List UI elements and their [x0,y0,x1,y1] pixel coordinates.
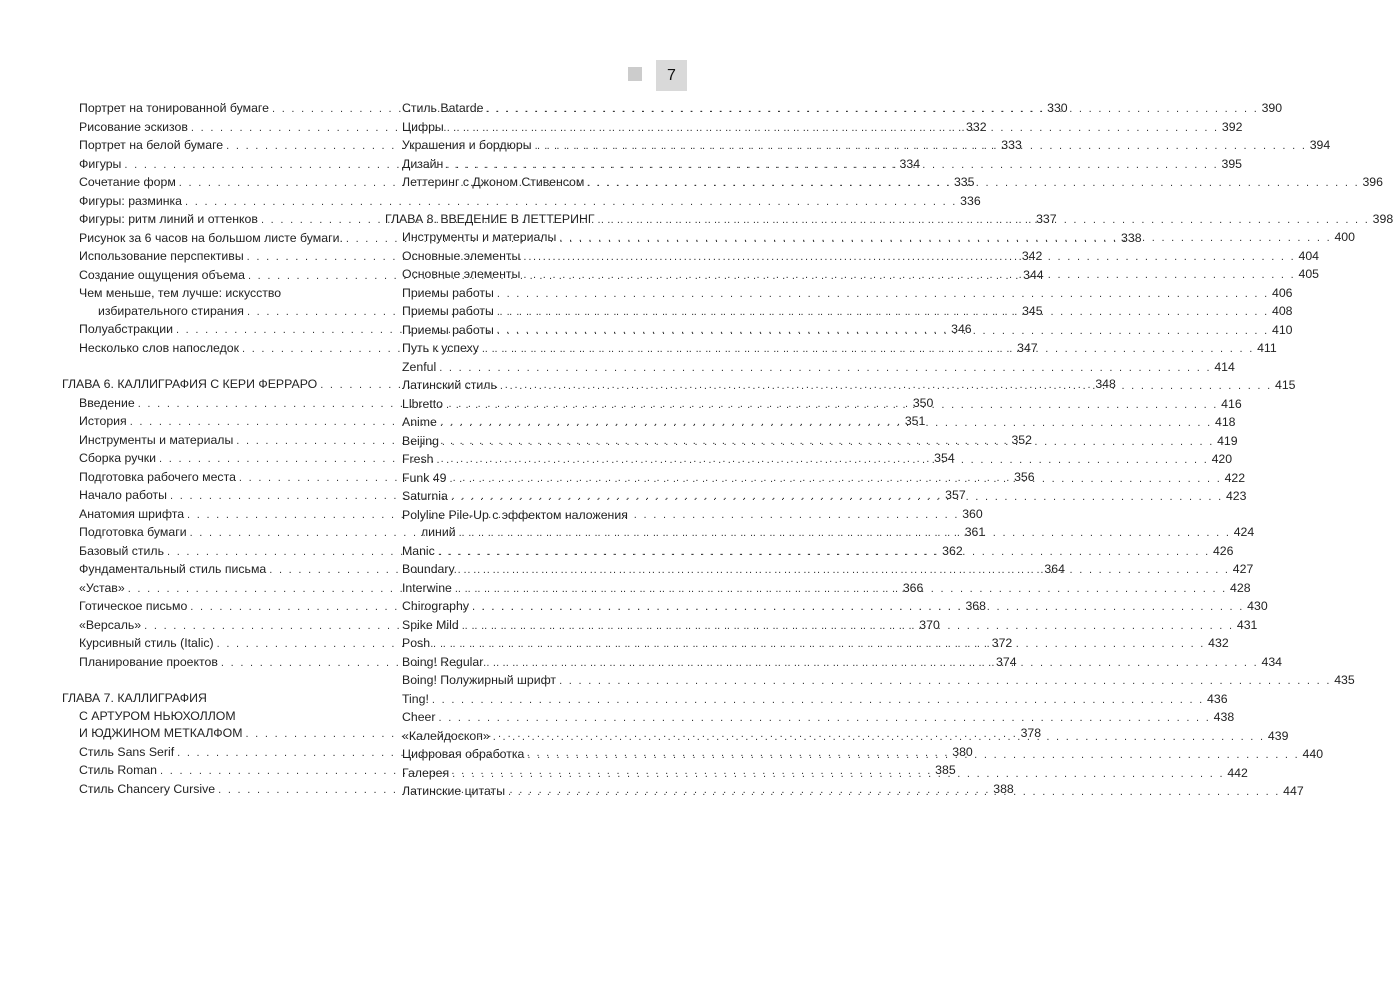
toc-entry-title: История [79,414,127,428]
toc-entry-page: 434 [1261,654,1283,669]
toc-entry-page: 344 [1023,267,1044,282]
chapter-title: И ЮДЖИНОМ МЕТКАЛФОМ [79,726,243,740]
toc-entry-page: 427 [1232,562,1254,576]
leader-dots [472,599,1244,617]
toc-entry-title: Подготовка бумаги [79,525,187,539]
toc-entry-title: Chirography [402,599,469,613]
toc-entry-title: Beijing [402,433,439,448]
toc-entry-title: Использование перспективы [79,249,244,263]
leader-dots [497,304,1269,322]
leader-dots [446,397,1218,415]
toc-entry-title: Путь к успеху [402,341,479,355]
toc-entry-page: 411 [1257,341,1277,355]
toc-entry-title: Фигуры: ритм линий и оттенков [79,212,258,226]
toc-entry-page: 392 [1221,119,1243,134]
toc-entry-title: Posh [402,636,431,650]
leader-dots [447,120,1219,138]
toc-entry-title: Инструменты и материалы [402,230,557,244]
toc-entry-page: 366 [902,580,924,595]
toc-entry-page: 374 [996,654,1017,669]
page-number: 7 [656,60,687,91]
toc-entry-page: 436 [1207,691,1228,706]
toc-entry-title: Приемы работы [402,285,494,300]
toc-entry-page: 356 [1014,469,1035,484]
toc-entry-title: Сочетание форм [79,175,176,189]
toc-entry-page: 368 [965,599,986,613]
toc-entry-page: 357 [945,488,966,502]
toc-entry-page: 364 [1044,562,1065,576]
chapter-title: ГЛАВА 8. ВВЕДЕНИЕ В ЛЕТТЕРИНГ [385,211,595,226]
toc-entry-page: 335 [953,175,975,189]
toc-entry-title: «Версаль» [79,617,142,632]
toc-entry-page: 442 [1227,765,1248,780]
toc-entry-title: Портрет на тонированной бумаге [79,101,269,115]
toc-entry-page: 361 [964,525,986,539]
leader-dots [497,323,1269,341]
toc-entry-page: 415 [1275,378,1296,392]
chapter-heading-line: ГЛАВА 7. КАЛЛИГРАФИЯ [62,691,207,705]
toc-entry-multiline-first: Polyline Pile-Up с эффектом наложения [402,507,628,522]
toc-entry-title: Украшения и бордюры [402,138,532,152]
toc-entry-title: Инструменты и материалы [79,432,234,447]
toc-entry-title: Стиль Chancery Cursive [79,781,216,796]
leader-dots [559,230,1331,248]
leader-dots [436,452,1208,470]
toc-entry-title: Приемы работы [402,322,494,337]
leader-dots [493,729,1265,747]
toc-entry-title: Латинский стиль [402,378,497,392]
toc-entry [62,193,981,212]
toc-entry-title: Приемы работы [402,304,494,318]
toc-entry-page: 330 [1047,101,1068,115]
toc-entry-title: Планирование проектов [79,654,218,669]
toc-entry-title: «Устав» [79,580,125,595]
leader-dots [439,710,1211,728]
toc-entry-page: 435 [1334,673,1355,687]
toc-entry-multiline-first: Чем меньше, тем лучше: искусство [79,286,282,300]
toc-entry-page: 370 [919,617,940,632]
toc-entry-title: Anime [402,415,437,429]
toc-entry-title: Рисунок за 6 часов на большом листе бумаги. [79,230,343,245]
toc-entry-page: 334 [899,156,921,171]
leader-dots [497,286,1269,304]
toc-entry-title: Цифры [402,119,444,134]
toc-entry-page: 419 [1217,433,1238,448]
toc-entry-title: «Калейдоскоп» [402,728,490,743]
toc-entry [385,691,1228,710]
toc-entry-title: Полуабстракции [79,322,173,336]
leader-dots [440,415,1212,433]
leader-dots [587,175,1359,193]
toc-entry-title: Введение [79,395,135,410]
leader-dots [455,581,1227,599]
toc-entry-page: 414 [1214,359,1235,374]
leader-dots [438,544,1210,562]
toc-entry-page: 350 [912,395,934,410]
leader-dots [486,655,1258,673]
toc-entry-page: 418 [1215,415,1236,429]
toc-entry-title: Латинские цитаты [402,784,506,798]
toc-entry-page: 422 [1224,470,1246,485]
toc-entry-page: 351 [904,414,926,428]
toc-entry [385,672,1355,691]
toc-entry-page: 447 [1283,784,1304,798]
toc-entry-title: Стиль Sans Serif [79,744,175,759]
toc-entry-title: Fresh [402,452,434,466]
toc-entry-page: 428 [1230,580,1251,595]
toc-entry-title: Фигуры [79,156,122,171]
toc-entry-title: Рисование эскизов [79,119,188,134]
leader-dots [598,212,1370,230]
toc-entry-page: 431 [1236,617,1258,632]
toc-entry-page: 432 [1208,636,1229,650]
toc-entry-title: Boing! Regular [402,654,484,669]
toc-entry-title: Начало работы [79,488,168,502]
toc-entry [385,285,1293,304]
toc-entry-title: Основные элементы [402,248,521,263]
leader-dots [439,360,1211,378]
toc-entry-title: Анатомия шрифта [79,506,185,521]
leader-dots [500,378,1272,396]
toc-entry-title: Funk 49 [402,470,447,485]
chapter-title: ГЛАВА 6. КАЛЛИГРАФИЯ С КЕРИ ФЕРРАРО [62,377,318,391]
toc-entry-page: 372 [991,636,1013,650]
toc-entry-page: 424 [1233,525,1255,539]
toc-entry-page: 438 [1213,710,1235,724]
toc-entry-title: Manic [402,543,435,558]
toc-entry-page: 404 [1298,248,1320,263]
leader-dots [432,692,1204,710]
toc-entry-page: 360 [962,506,983,521]
leader-dots [458,562,1230,580]
chapter-page: 378 [1020,726,1042,740]
toc-entry-title: Базовый стиль [79,543,164,558]
toc-entry-title: линий [421,525,456,539]
leader-dots [446,157,1218,175]
toc-entry-page: 440 [1302,747,1324,761]
chapter-page: 348 [1095,377,1116,391]
toc-entry-page: 380 [952,744,973,759]
toc-entry-title: Boing! Полужирный шрифт [402,673,557,687]
leader-dots [451,489,1223,507]
toc-entry-title: Стиль Batarde [402,101,484,115]
header-square-marker [628,67,642,81]
page-header [0,60,762,92]
toc-entry-page: 420 [1211,452,1233,466]
toc-entry-page: 430 [1247,599,1268,613]
toc-entry [385,709,1235,728]
leader-dots [449,471,1221,489]
toc-entry-title: Основные элементы [402,267,521,281]
toc-entry-page: 416 [1221,396,1242,411]
toc-entry-title: Галерея [402,765,450,780]
toc-entry-title: Spike Mild [402,617,459,632]
toc-entry-page: 405 [1298,267,1320,281]
toc-entry-page: 406 [1272,285,1293,300]
leader-dots [433,636,1205,654]
toc-entry-title: Дизайн [402,156,444,171]
leader-dots [462,618,1234,636]
toc-entry-page: 362 [942,543,963,558]
leader-dots [523,267,1295,285]
toc-entry-title: Готическое письмо [79,599,188,613]
toc-entry-page: 347 [1017,340,1038,355]
toc-entry-page: 333 [1001,138,1022,152]
leader-dots [527,747,1299,765]
leader-dots [442,434,1214,452]
toc-entry-page: 439 [1267,728,1289,743]
toc-entry-page: 385 [935,763,956,777]
toc-entry-title: Создание ощущения объема [79,267,245,282]
toc-entry-title: Cheer [402,710,436,724]
toc-entry-title: Interwine [402,580,452,595]
toc-entry-page: 388 [993,781,1014,796]
leader-dots [535,138,1307,156]
toc-entry-title: Сборка ручки [79,451,157,465]
toc-entry-title: Курсивный стиль (Italic) [79,636,214,650]
toc-entry-page: 408 [1272,304,1293,318]
leader-dots [508,784,1280,802]
chapter-page: 398 [1372,211,1393,226]
toc-entry [385,359,1235,378]
toc-entry-title: Леттеринг с Джоном Стивенсом [402,175,585,189]
toc-entry-title: Boundary [402,562,455,576]
toc-entry-title: Фигуры: разминка [79,193,183,208]
toc-entry-title: Цифровая обработка [402,747,525,761]
toc-entry-page: 400 [1334,230,1355,244]
toc-entry-title: Zenful [402,359,437,374]
toc-entry-page: 345 [1022,303,1043,318]
toc-entry-title: Ting! [402,691,429,706]
toc-entry-page: 338 [1121,230,1142,245]
leader-dots [459,525,1231,543]
leader-dots [486,101,1258,119]
toc-entry-page: 410 [1272,322,1293,337]
toc-entry-page: 396 [1362,175,1383,189]
toc-entry-page: 337 [1036,212,1057,226]
toc-entry-page: 426 [1212,543,1234,558]
toc-entry-page: 346 [951,322,972,336]
toc-entry-title: Llbretto [402,396,444,411]
leader-dots [482,341,1254,359]
toc-entry-page: 423 [1225,489,1247,503]
toc-entry-page: 394 [1309,138,1331,152]
toc-entry-title: Несколько слов напоследок [79,340,239,355]
leader-dots [452,766,1224,784]
toc-entry-title: Стиль Roman [79,763,158,777]
toc-entry-title: Saturnia [402,489,448,503]
chapter-heading-line: С АРТУРОМ НЬЮХОЛЛОМ [79,708,236,723]
toc-entry-title: Фундаментальный стиль письма [79,562,267,576]
leader-dots [523,249,1295,267]
toc-entry-page: 342 [1021,249,1043,263]
toc-entry-page: 352 [1011,432,1032,447]
toc-entry-page: 354 [934,451,955,465]
leader-dots [559,673,1331,691]
toc-entry-page: 395 [1221,156,1243,171]
toc-entry-page: 390 [1261,101,1283,115]
toc-entry-page: 332 [966,119,987,134]
toc-entry-page: 336 [960,193,981,208]
toc-entry-title: избирательного стирания [98,303,244,318]
toc-entry-title: Портрет на белой бумаге [79,138,224,152]
toc-entry-title: Подготовка рабочего места [79,469,236,484]
